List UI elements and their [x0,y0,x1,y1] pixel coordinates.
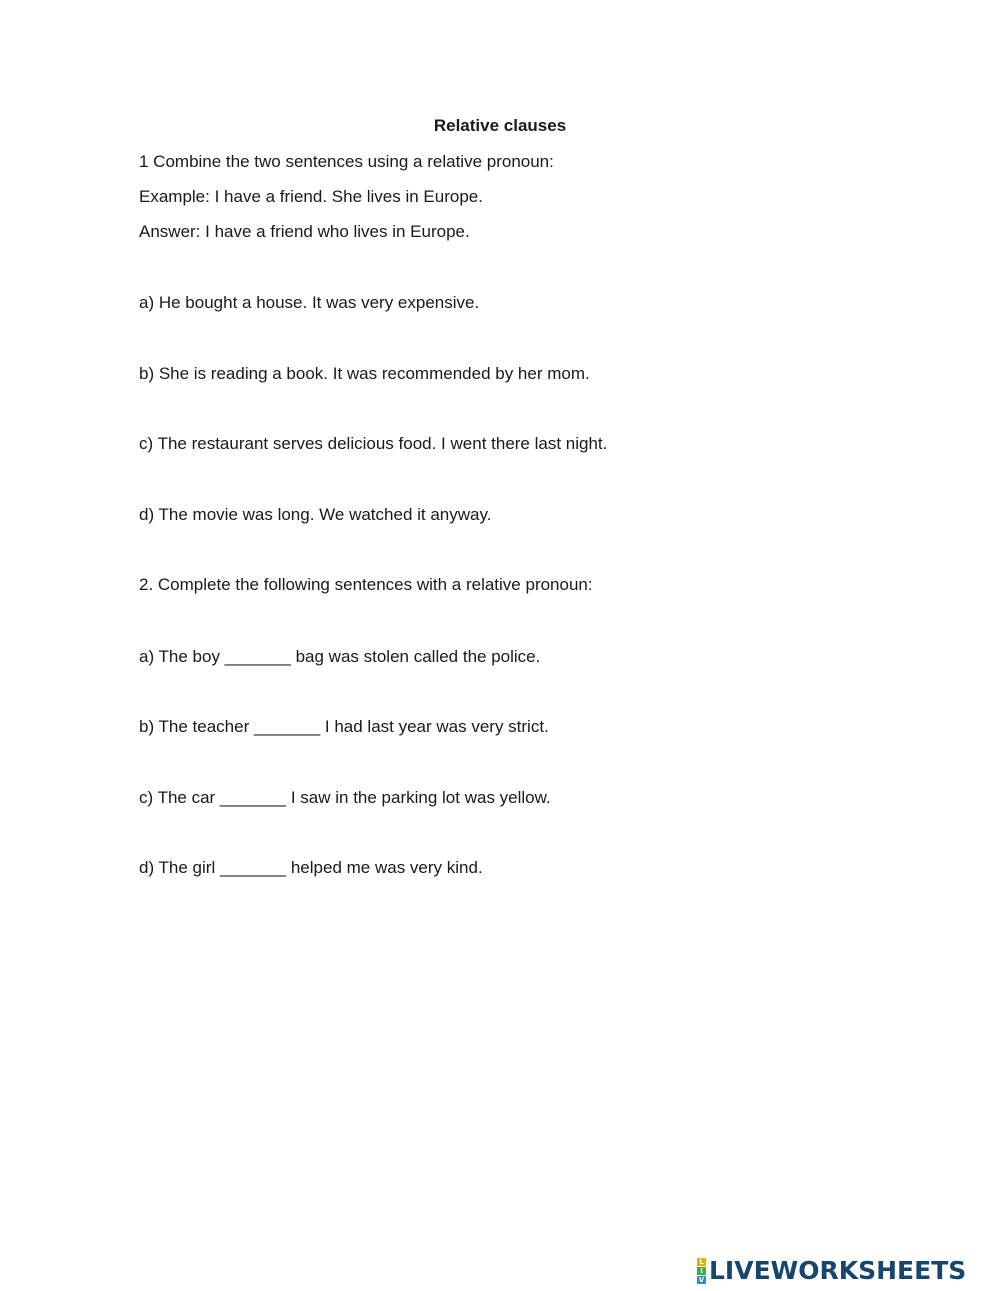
section-2-item-a: a) The boy _______ bag was stolen called the police. [139,647,541,666]
answer-text: Answer: I have a friend who lives in Europe. [139,222,470,241]
example-text: Example: I have a friend. She lives in Europe. [139,187,483,206]
section-2-instruction: 2. Complete the following sentences with a relative pronoun: [139,575,593,594]
section-2-item-b: b) The teacher _______ I had last year was very strict. [139,717,549,736]
section-1-item-a: a) He bought a house. It was very expensive. [139,293,480,312]
logo-block-v: V [698,1276,705,1284]
page-title: Relative clauses [433,116,567,135]
logo-blocks-icon [697,1258,706,1284]
logo-block-l: L [697,1258,706,1266]
section-2-item-c: c) The car _______ I saw in the parking lot was yellow. [139,788,551,807]
section-1-instruction: 1 Combine the two sentences using a relative pronoun: [139,152,554,171]
section-2-item-d: d) The girl _______ helped me was very kind. [139,858,483,877]
section-1-item-c: c) The restaurant serves delicious food. I went there last night. [139,434,608,453]
logo-text: LIVEWORKSHEETS [709,1256,967,1285]
liveworksheets-logo [697,1256,966,1286]
section-1-item-b: b) She is reading a book. It was recommended by her mom. [139,364,590,383]
logo-block-i: I [697,1267,706,1275]
section-1-item-d: d) The movie was long. We watched it anyway. [139,505,492,524]
